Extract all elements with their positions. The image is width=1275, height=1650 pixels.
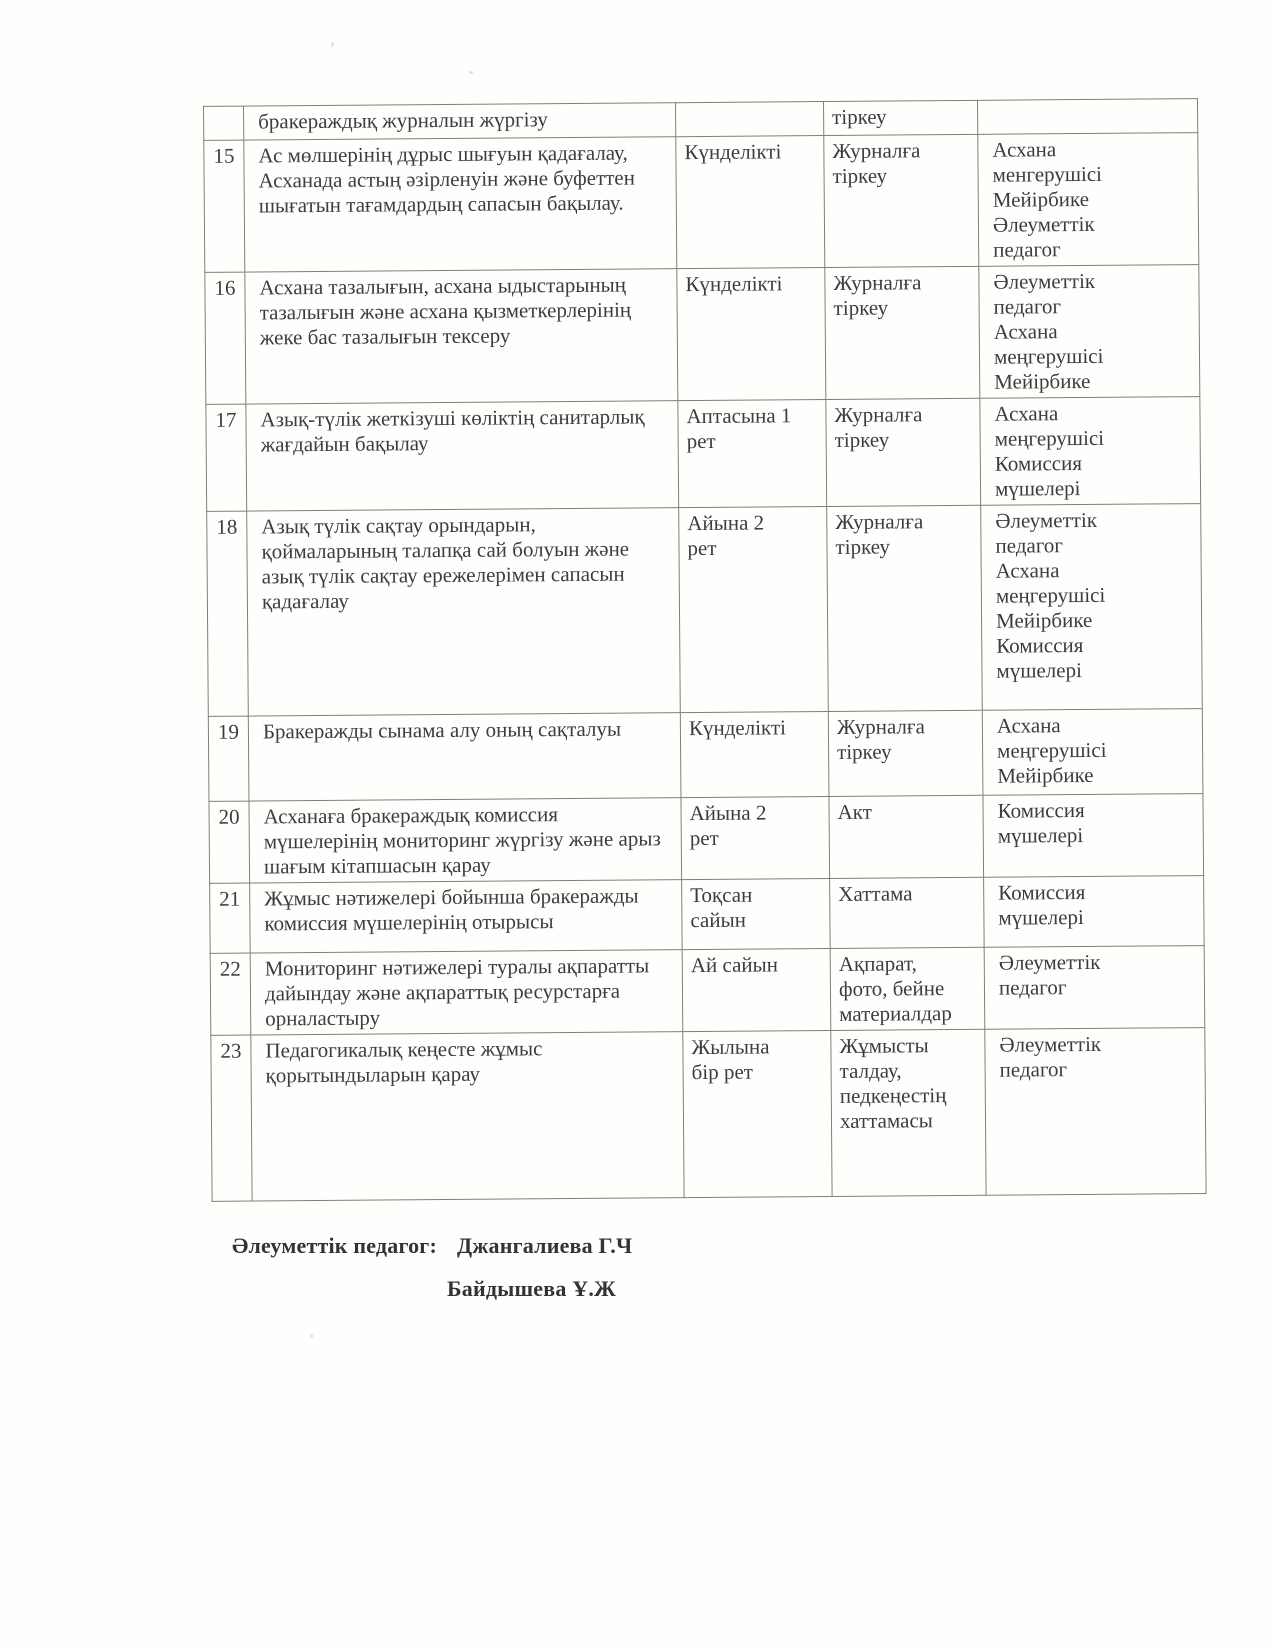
cell-task: Асханаға бракераждық комиссия мүшелерінің мониторинг жүргізу және арыз шағым кітапшасын қарау — [249, 798, 682, 883]
scan-speck — [469, 71, 473, 74]
signature-name-1: Джангалиева Г.Ч — [457, 1233, 633, 1258]
table-row — [209, 794, 1204, 884]
cell-frequency: Тоқсан сайын — [682, 879, 831, 950]
cell-form: Журналға тіркеу — [825, 266, 980, 399]
cell-frequency: Айына 2 рет — [681, 797, 830, 880]
cell-responsible: Асхана меңгерушісі Комиссия мүшелері — [980, 397, 1201, 506]
cell-responsible: Комиссия мүшелері — [983, 794, 1204, 878]
scan-speck — [331, 42, 334, 47]
cell-task: Педагогикалық кеңесте жұмыс қорытындыларын қарау — [251, 1032, 684, 1201]
cell-task: Бракеражды сынама алу оның сақталуы — [248, 713, 681, 801]
table-row — [210, 876, 1205, 954]
signature-name-2: Байдышева Ұ.Ж — [447, 1276, 616, 1301]
cell-no: 23 — [211, 1035, 252, 1201]
cell-no: 16 — [205, 272, 246, 404]
cell-task: Азық-түлік жеткізуші көліктің санитарлық жағдайын бақылау — [246, 401, 679, 511]
cell-form: Журналға тіркеу — [828, 710, 983, 796]
cell-task: Ас мөлшерінің дұрыс шығуын қадағалау, Асханада астың әзірленуін және буфеттен шығатын тағамдардың сапасын бақылау. — [244, 137, 677, 272]
cell-responsible — [977, 99, 1197, 135]
cell-form: Журналға тіркеу — [827, 505, 983, 711]
cell-no — [204, 106, 244, 140]
cell-form: Ақпарат, фото, бейне материалдар — [830, 947, 985, 1030]
cell-frequency: Аптасына 1 рет — [678, 400, 827, 508]
cell-task: Асхана тазалығын, асхана ыдыстарының тазалығын және асхана қызметкерлерінің жеке бас тазалығын тексеру — [245, 269, 678, 404]
cell-responsible: Асхана менгерушісі Мейірбике Әлеуметтік педагог — [978, 133, 1199, 267]
cell-responsible: Әлеуметтік педагог Асхана меңгерушісі Мейірбике — [979, 265, 1200, 399]
cell-no: 20 — [209, 801, 250, 883]
cell-no: 15 — [204, 140, 245, 272]
cell-no: 21 — [210, 883, 251, 953]
cell-no: 19 — [208, 716, 249, 801]
table-row — [211, 1028, 1206, 1202]
cell-no: 17 — [206, 404, 247, 511]
cell-no: 22 — [210, 953, 251, 1035]
cell-frequency: Айына 2 рет — [679, 507, 829, 713]
cell-task: Мониторинг нәтижелері туралы ақпаратты дайындау және ақпараттық ресурстарға орналастыру — [250, 950, 683, 1035]
cell-responsible: Әлеуметтік педагог — [985, 1028, 1206, 1196]
signature-line-1 — [232, 1233, 632, 1259]
cell-frequency — [676, 102, 824, 137]
cell-no: 18 — [207, 511, 249, 716]
cell-form: тіркеу — [824, 100, 978, 135]
table-row — [210, 946, 1205, 1036]
table-row — [206, 397, 1201, 512]
cell-form: Акт — [829, 795, 984, 878]
cell-form: Жұмысты талдау, педкеңестің хаттамасы — [831, 1029, 986, 1196]
cell-responsible: Әлеуметтік педагог Асхана меңгерушісі Мейірбике Комиссия мүшелері — [981, 504, 1203, 711]
cell-task: бракераждық журналын жүргізу — [244, 103, 676, 140]
cell-task: Жұмыс нәтижелері бойынша бракеражды комиссия мүшелерінің отырысы — [250, 880, 683, 953]
cell-form: Журналға тіркеу — [824, 134, 979, 267]
cell-task: Азық түлік сақтау орындарын, қоймаларының талапқа сай болуын және азық түлік сақтау ережелерімен сапасын қадағалау — [247, 508, 681, 716]
cell-responsible: Асхана меңгерушісі Мейірбике — [982, 709, 1203, 796]
monitoring-plan-table — [203, 98, 1207, 1202]
cell-responsible: Комиссия мүшелері — [984, 876, 1205, 948]
signature-role-label: Әлеуметтік педагог: — [232, 1233, 438, 1258]
cell-frequency: Күнделікті — [676, 136, 825, 269]
cell-frequency: Ай сайын — [682, 949, 831, 1032]
cell-responsible: Әлеуметтік педагог — [984, 946, 1205, 1030]
task-table-body — [204, 99, 1207, 1202]
table-row — [204, 133, 1199, 273]
cell-form: Хаттама — [830, 877, 985, 948]
cell-frequency: Жылына бір рет — [683, 1031, 832, 1198]
cell-frequency: Күнделікті — [680, 712, 829, 798]
signature-line-2 — [447, 1276, 616, 1302]
scan-speck — [310, 1334, 313, 1338]
table-row — [208, 709, 1203, 802]
cell-form: Журналға тіркеу — [826, 398, 981, 506]
table-row — [205, 265, 1200, 405]
cell-frequency: Күнделікті — [677, 268, 826, 401]
table-row — [207, 504, 1203, 717]
